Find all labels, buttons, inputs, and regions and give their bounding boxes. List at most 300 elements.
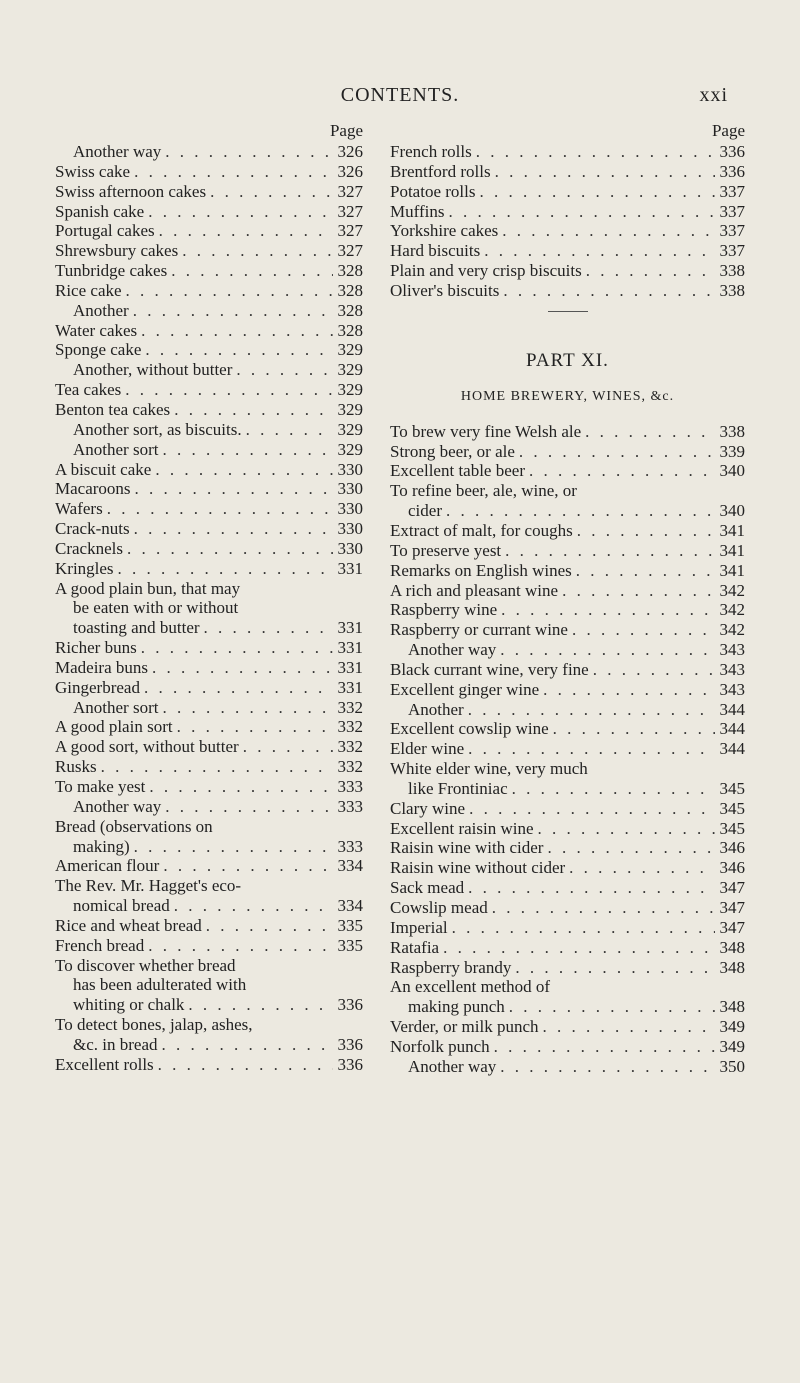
- dot-leader: [496, 640, 715, 660]
- toc-entry-title: French bread: [55, 935, 145, 955]
- toc-entry-page: 338: [719, 421, 745, 441]
- toc-entry-title: Elder wine: [390, 739, 465, 759]
- toc-entry: [55, 321, 363, 341]
- toc-entry-title: Brentford rolls: [390, 161, 491, 181]
- toc-entry-title: Portugal cakes: [55, 221, 155, 241]
- toc-entry: [390, 759, 745, 779]
- toc-entry-page: 331: [337, 558, 363, 578]
- toc-entry: [390, 719, 745, 739]
- toc-entry: [390, 221, 745, 241]
- dot-leader: [140, 678, 333, 698]
- toc-entry-page: 332: [337, 737, 363, 757]
- toc-entry-title: Ratafia: [390, 937, 440, 957]
- toc-entry-page: 346: [719, 838, 745, 858]
- toc-entry: [55, 221, 363, 241]
- dot-leader: [170, 896, 333, 916]
- header-title: CONTENTS.: [340, 84, 460, 106]
- toc-entry-page: [333, 1015, 363, 1035]
- dot-leader: [242, 420, 333, 440]
- dot-leader: [239, 737, 333, 757]
- dot-leader: [464, 739, 715, 759]
- toc-entry: [390, 442, 745, 462]
- toc-entry-page: 329: [337, 419, 363, 439]
- toc-entry-title: Swiss cake: [55, 161, 131, 181]
- left-page-label: Page: [329, 121, 363, 140]
- toc-entry: [55, 817, 363, 837]
- toc-entry-page: 336: [337, 995, 363, 1015]
- toc-entry-page: 343: [719, 640, 745, 660]
- toc-entry-title: A rich and pleasant wine: [390, 580, 559, 600]
- toc-entry-page: 341: [719, 540, 745, 560]
- dot-leader: [158, 1035, 334, 1055]
- toc-entry-page: 334: [337, 856, 363, 876]
- dot-leader: [240, 579, 333, 599]
- toc-entry-title: cider: [408, 501, 442, 521]
- dot-leader: [539, 680, 715, 700]
- dot-leader: [97, 757, 333, 777]
- right-entry-list-top: [390, 142, 745, 301]
- toc-entry-title: Benton tea cakes: [55, 399, 171, 419]
- toc-entry: [55, 281, 363, 301]
- toc-entry: [390, 898, 745, 918]
- toc-entry-title: Norfolk punch: [390, 1036, 490, 1056]
- toc-entry-page: 328: [337, 300, 363, 320]
- dot-leader: [121, 380, 333, 400]
- toc-entry-title: nomical bread: [73, 896, 170, 916]
- toc-entry-page: 340: [719, 501, 745, 521]
- toc-entry: [55, 797, 363, 817]
- part-subtitle: HOME BREWERY, WINES, &c.: [460, 388, 675, 404]
- toc-entry: [55, 241, 363, 261]
- dot-leader: [238, 598, 333, 618]
- toc-entry-page: 348: [719, 957, 745, 977]
- toc-entry: [390, 142, 745, 162]
- toc-entry: [55, 202, 363, 222]
- dot-leader: [588, 759, 715, 779]
- toc-entry: [55, 678, 363, 698]
- toc-entry-page: 345: [719, 798, 745, 818]
- toc-entry-page: 350: [719, 1056, 745, 1076]
- toc-entry: [390, 620, 745, 640]
- toc-entry: [55, 162, 363, 182]
- toc-entry-title: Another: [73, 300, 129, 320]
- toc-entry-page: 340: [719, 461, 745, 481]
- toc-entry-title: The Rev. Mr. Hagget's eco-: [55, 876, 242, 896]
- toc-entry-title: Excellent ginger wine: [390, 679, 540, 699]
- dot-leader: [148, 658, 333, 678]
- toc-entry: [390, 541, 745, 561]
- toc-entry-title: Raisin wine with cider: [390, 838, 544, 858]
- toc-entry: [55, 658, 363, 678]
- toc-entry: [55, 956, 363, 976]
- toc-entry: [55, 559, 363, 579]
- toc-entry-title: Another: [408, 699, 464, 719]
- toc-entry-page: 329: [337, 380, 363, 400]
- toc-entry-page: 337: [719, 241, 745, 261]
- toc-entry: [390, 838, 745, 858]
- toc-entry-title: To brew very fine Welsh ale: [390, 421, 582, 441]
- toc-entry-page: 331: [337, 638, 363, 658]
- dot-leader: [213, 817, 333, 837]
- toc-entry-page: 328: [337, 261, 363, 281]
- toc-entry: [55, 380, 363, 400]
- toc-entry: [55, 936, 363, 956]
- toc-entry: [55, 261, 363, 281]
- toc-entry: [55, 301, 363, 321]
- toc-entry: [55, 400, 363, 420]
- dot-leader: [144, 202, 333, 222]
- dot-leader: [167, 261, 333, 281]
- toc-entry: [390, 858, 745, 878]
- dot-leader: [582, 261, 715, 281]
- dot-leader: [114, 559, 333, 579]
- toc-entry-page: 326: [337, 142, 363, 161]
- toc-entry-title: A good plain sort: [55, 717, 173, 737]
- toc-entry-page: 336: [337, 1054, 363, 1074]
- dot-leader: [525, 461, 715, 481]
- toc-entry-page: 330: [337, 538, 363, 558]
- toc-entry: [55, 420, 363, 440]
- toc-entry-title: Water cakes: [55, 320, 138, 340]
- dot-leader: [154, 1055, 333, 1075]
- toc-entry-title: Shrewsbury cakes: [55, 241, 179, 261]
- toc-entry-title: Hard biscuits: [390, 241, 481, 261]
- toc-entry: [55, 499, 363, 519]
- toc-entry-page: 336: [337, 1034, 363, 1054]
- toc-entry-page: 347: [719, 878, 745, 898]
- toc-entry: [390, 958, 745, 978]
- toc-entry-title: Madeira buns: [55, 657, 149, 677]
- toc-entry-page: 339: [719, 441, 745, 461]
- dot-leader: [145, 777, 333, 797]
- dot-leader: [472, 142, 715, 162]
- dot-leader: [577, 481, 715, 501]
- dot-leader: [480, 241, 715, 261]
- toc-entry-title: Plain and very crisp biscuits: [390, 261, 582, 281]
- toc-entry-page: 337: [719, 181, 745, 201]
- toc-entry-title: Another, without butter: [73, 360, 233, 380]
- toc-entry-title: making): [73, 836, 130, 856]
- toc-entry-page: 347: [719, 898, 745, 917]
- toc-entry-page: 327: [337, 181, 363, 201]
- toc-entry-page: 342: [719, 620, 745, 640]
- running-header: [0, 84, 800, 114]
- toc-entry: [390, 481, 745, 501]
- toc-entry: [390, 680, 745, 700]
- toc-entry: [390, 261, 745, 281]
- toc-entry-page: [333, 817, 363, 837]
- toc-entry-page: 330: [337, 459, 363, 479]
- dot-leader: [130, 519, 333, 539]
- toc-entry-page: 349: [719, 1017, 745, 1037]
- dot-leader: [448, 918, 715, 938]
- toc-entry: [390, 202, 745, 222]
- toc-entry-title: Another sort, as biscuits.: [73, 419, 242, 439]
- toc-entry: [55, 1035, 363, 1055]
- toc-entry: [390, 640, 745, 660]
- toc-entry: [55, 698, 363, 718]
- toc-entry-title: Raspberry brandy: [390, 957, 512, 977]
- toc-entry: [55, 618, 363, 638]
- dot-leader: [130, 162, 333, 182]
- toc-entry: [390, 878, 745, 898]
- toc-entry: [55, 1015, 363, 1035]
- dot-leader: [173, 717, 333, 737]
- toc-entry-page: 329: [337, 360, 363, 380]
- toc-entry-title: Crack-nuts: [55, 519, 130, 539]
- right-page-label: Page: [711, 121, 745, 140]
- toc-entry-title: Another way: [408, 640, 497, 660]
- dot-leader: [159, 856, 333, 876]
- toc-entry-title: Tunbridge cakes: [55, 261, 168, 281]
- toc-entry-title: To refine beer, ale, wine, or: [390, 481, 577, 501]
- toc-entry: [390, 918, 745, 938]
- right-entry-list-bottom: [390, 422, 745, 1077]
- toc-entry-page: 331: [337, 657, 363, 677]
- toc-entry: [390, 1037, 745, 1057]
- toc-entry: [55, 975, 363, 995]
- toc-entry-page: [333, 956, 363, 976]
- dot-leader: [144, 936, 333, 956]
- toc-entry-page: 330: [337, 499, 363, 519]
- toc-entry: [390, 977, 745, 997]
- toc-entry-page: 328: [337, 280, 363, 300]
- toc-entry: [390, 162, 745, 182]
- toc-entry-title: Clary wine: [390, 798, 466, 818]
- dot-leader: [565, 858, 715, 878]
- dot-leader: [122, 281, 333, 301]
- dot-leader: [155, 221, 333, 241]
- toc-entry-title: has been adulterated with: [73, 975, 247, 995]
- toc-entry-title: White elder wine, very much: [390, 759, 588, 779]
- toc-entry-page: 326: [337, 161, 363, 181]
- toc-entry: [390, 422, 745, 442]
- toc-entry-title: To preserve yest: [390, 540, 502, 560]
- toc-entry-title: To make yest: [55, 777, 146, 796]
- dot-leader: [515, 442, 715, 462]
- toc-entry-title: Black currant wine, very fine: [390, 659, 589, 679]
- toc-entry: [390, 779, 745, 799]
- toc-entry-page: 349: [719, 1036, 745, 1056]
- toc-entry-page: 344: [719, 739, 745, 759]
- toc-entry: [390, 1057, 745, 1077]
- toc-entry-title: &c. in bread: [73, 1034, 158, 1054]
- dot-leader: [241, 876, 333, 896]
- dot-leader: [236, 956, 333, 976]
- toc-entry-title: Another sort: [73, 439, 159, 459]
- toc-entry-title: Cowslip mead: [390, 898, 488, 917]
- dot-leader: [232, 360, 333, 380]
- toc-entry-title: Strong beer, or ale: [390, 441, 515, 461]
- toc-entry-page: 341: [719, 520, 745, 540]
- toc-entry: [390, 660, 745, 680]
- dot-leader: [475, 182, 715, 202]
- dot-leader: [444, 202, 715, 222]
- toc-entry-page: 338: [719, 261, 745, 281]
- toc-entry-title: Remarks on English wines: [390, 560, 572, 580]
- toc-entry-title: Wafers: [55, 499, 103, 519]
- toc-entry-title: Rice cake: [55, 280, 122, 300]
- toc-entry: [55, 539, 363, 559]
- toc-entry-page: 348: [719, 997, 745, 1017]
- toc-entry-page: [715, 481, 745, 501]
- toc-entry-title: A good sort, without butter: [55, 737, 239, 757]
- toc-entry-title: Kringles: [55, 558, 114, 578]
- toc-entry: [55, 777, 363, 797]
- dot-leader: [511, 958, 715, 978]
- dot-leader: [464, 878, 715, 898]
- toc-entry-title: An excellent method of: [390, 977, 551, 997]
- toc-entry: [55, 519, 363, 539]
- toc-entry-title: Raspberry or currant wine: [390, 620, 568, 640]
- toc-entry-page: 332: [337, 757, 363, 777]
- toc-entry: [55, 360, 363, 380]
- left-column: [55, 119, 363, 1075]
- toc-entry-title: Spanish cake: [55, 201, 145, 221]
- toc-entry: [55, 916, 363, 936]
- right-column: [390, 119, 745, 1077]
- toc-entry-title: Tea cakes: [55, 380, 122, 400]
- toc-entry-page: [333, 598, 363, 618]
- toc-entry-page: 348: [719, 937, 745, 957]
- toc-entry-title: Raspberry wine: [390, 600, 498, 620]
- toc-entry-page: 343: [719, 679, 745, 699]
- dot-leader: [568, 620, 715, 640]
- dot-leader: [130, 837, 333, 857]
- part-title: PART XI.: [526, 349, 609, 371]
- dot-leader: [543, 838, 715, 858]
- dot-leader: [442, 501, 715, 521]
- toc-entry-page: 327: [337, 241, 363, 261]
- dot-leader: [161, 142, 333, 162]
- toc-entry-page: 335: [337, 915, 363, 935]
- toc-entry-page: 336: [719, 142, 745, 161]
- toc-entry-title: To detect bones, jalap, ashes,: [55, 1015, 253, 1035]
- dot-leader: [184, 995, 333, 1015]
- dot-leader: [161, 797, 333, 817]
- left-entry-list: [55, 142, 363, 1075]
- toc-entry-title: Another way: [73, 142, 162, 161]
- toc-entry-title: making punch: [408, 997, 505, 1017]
- toc-entry-page: 337: [719, 201, 745, 221]
- dot-leader: [129, 301, 333, 321]
- toc-entry: [390, 182, 745, 202]
- toc-entry-title: Raisin wine without cider: [390, 858, 566, 878]
- toc-entry: [55, 479, 363, 499]
- toc-entry-title: To discover whether bread: [55, 955, 236, 975]
- toc-entry-page: 329: [337, 399, 363, 419]
- dot-leader: [539, 1017, 715, 1037]
- toc-entry-page: 333: [337, 777, 363, 796]
- toc-entry: [55, 182, 363, 202]
- toc-entry-page: 343: [719, 659, 745, 679]
- toc-entry: [55, 638, 363, 658]
- dot-leader: [246, 975, 333, 995]
- toc-entry-title: French rolls: [390, 142, 472, 161]
- toc-entry: [55, 995, 363, 1015]
- toc-entry-page: 338: [719, 280, 745, 300]
- dot-leader: [550, 977, 715, 997]
- dot-leader: [200, 618, 333, 638]
- toc-entry-page: 329: [337, 439, 363, 459]
- toc-entry: [55, 598, 363, 618]
- dot-leader: [123, 539, 333, 559]
- dot-leader: [253, 1015, 333, 1035]
- toc-entry-title: Sack mead: [390, 878, 465, 898]
- toc-entry: [390, 997, 745, 1017]
- toc-entry: [55, 876, 363, 896]
- page-number: xxi: [699, 84, 728, 106]
- toc-entry-title: Potatoe rolls: [390, 181, 476, 201]
- dot-leader: [549, 719, 715, 739]
- toc-entry-page: 336: [719, 161, 745, 181]
- toc-entry-title: American flour: [55, 856, 160, 876]
- toc-entry: [55, 717, 363, 737]
- toc-entry-page: 333: [337, 836, 363, 856]
- toc-entry-title: Another way: [408, 1056, 497, 1076]
- dot-leader: [141, 340, 333, 360]
- toc-entry-page: 337: [719, 221, 745, 241]
- toc-entry: [390, 739, 745, 759]
- dot-leader: [178, 241, 333, 261]
- toc-entry-page: 329: [337, 340, 363, 360]
- toc-entry-title: be eaten with or without: [73, 598, 239, 618]
- dot-leader: [137, 321, 333, 341]
- toc-entry-page: 334: [337, 896, 363, 916]
- toc-entry-page: 341: [719, 560, 745, 580]
- toc-entry: [55, 757, 363, 777]
- dot-leader: [498, 221, 715, 241]
- dot-leader: [558, 581, 715, 601]
- toc-entry-page: 346: [719, 858, 745, 878]
- toc-entry: [55, 896, 363, 916]
- dot-leader: [158, 440, 333, 460]
- toc-entry: [390, 581, 745, 601]
- toc-entry: [55, 856, 363, 876]
- dot-leader: [491, 162, 715, 182]
- toc-entry-title: Excellent cowslip wine: [390, 719, 549, 739]
- toc-entry: [55, 440, 363, 460]
- toc-entry-title: Richer buns: [55, 638, 137, 658]
- toc-entry-title: Sponge cake: [55, 340, 142, 360]
- dot-leader: [497, 600, 715, 620]
- toc-entry-title: Muffins: [390, 201, 445, 221]
- toc-entry-title: like Frontiniac: [408, 778, 508, 798]
- toc-entry-title: Bread (observations on: [55, 816, 213, 836]
- toc-entry: [390, 461, 745, 481]
- toc-entry-page: 335: [337, 935, 363, 955]
- toc-entry-page: 331: [337, 618, 363, 638]
- toc-entry: [390, 938, 745, 958]
- toc-entry: [55, 460, 363, 480]
- dot-leader: [202, 916, 333, 936]
- toc-entry-title: Extract of malt, for coughs: [390, 520, 573, 540]
- toc-entry-title: Yorkshire cakes: [390, 221, 499, 241]
- dot-leader: [465, 799, 715, 819]
- toc-entry-page: 328: [337, 320, 363, 340]
- toc-entry-page: 333: [337, 796, 363, 816]
- dot-leader: [490, 1037, 715, 1057]
- dot-leader: [103, 499, 333, 519]
- dot-leader: [505, 997, 715, 1017]
- toc-entry-page: [333, 876, 363, 896]
- toc-entry-title: Excellent raisin wine: [390, 818, 534, 838]
- toc-entry-page: 327: [337, 221, 363, 241]
- toc-entry: [55, 737, 363, 757]
- section-divider: [548, 311, 588, 312]
- toc-entry-page: 342: [719, 580, 745, 600]
- toc-entry-title: Excellent rolls: [55, 1054, 154, 1074]
